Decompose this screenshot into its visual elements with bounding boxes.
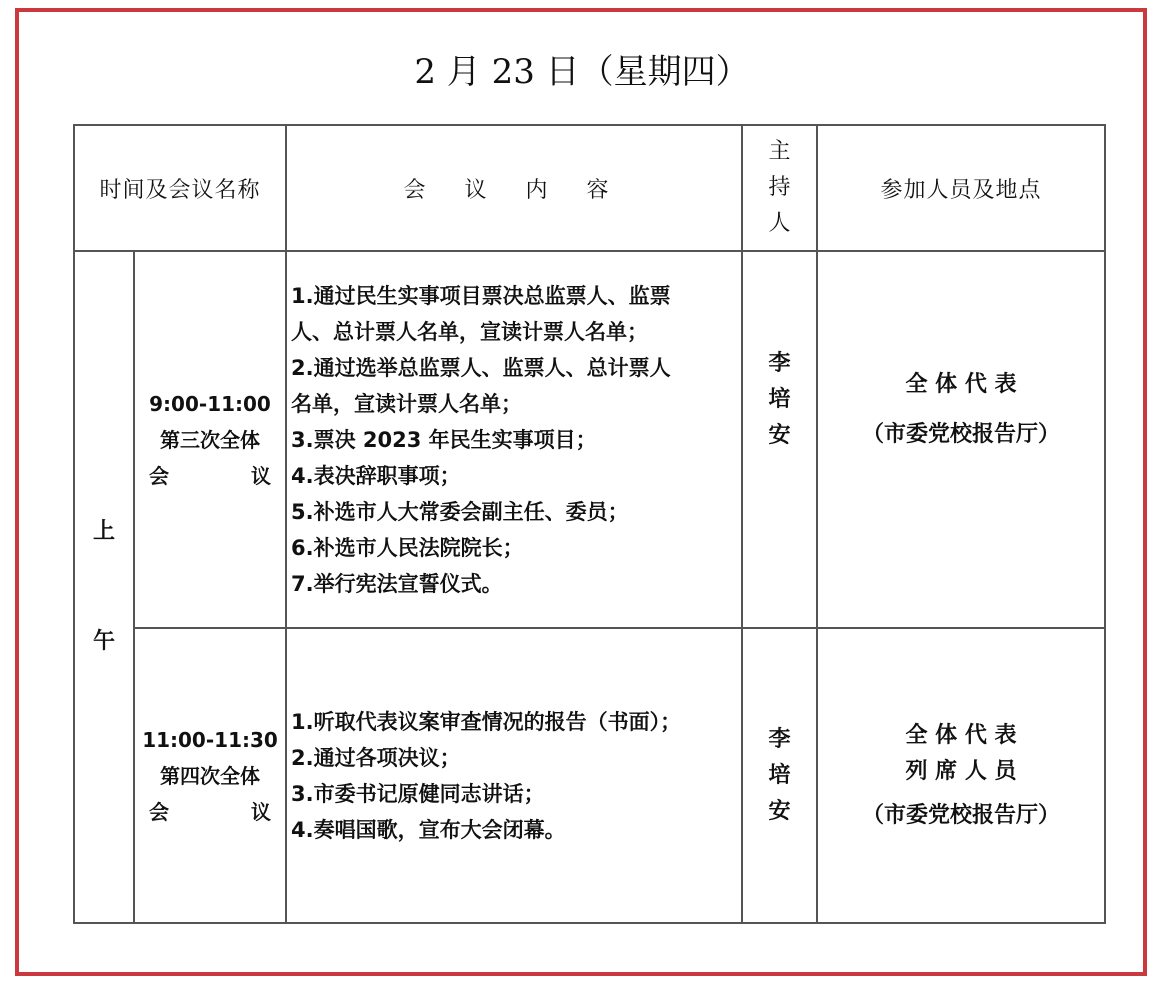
- session-content: 1.听取代表议案审查情况的报告（书面）； 2.通过各项决议； 3.市委书记原健同志讲话； 4.奏唱国歌，宣布大会闭幕。: [286, 628, 742, 923]
- header-row: [74, 125, 1105, 251]
- header-host: 主 持 人: [742, 125, 817, 251]
- session-time-name: 9:00-11:00 第三次全体 会 议: [134, 251, 286, 628]
- session-host: 李 培 安: [742, 628, 817, 923]
- header-content: 会 议 内 容: [286, 125, 742, 251]
- session-content: 1.通过民生实事项目票决总监票人、监票 人、总计票人名单，宣读计票人名单； 2.通过选举总监票人、监票人、总计票人 名单，宣读计票人名单； 3.票决 2023 年民生实事项目； 4.表决辞职事项； 5.补选市人大常委会副主任、委员； 6.补选市人民法院院长； 7.举行宪法宣誓仪式。: [286, 251, 742, 628]
- session-attendees: 全 体 代 表 列 席 人 员 （市委党校报告厅）: [817, 628, 1105, 923]
- table-row: [74, 628, 1105, 923]
- period-morning: 上 午: [74, 251, 134, 923]
- session-attendees: 全 体 代 表 （市委党校报告厅）: [817, 251, 1105, 628]
- header-attendees: 参加人员及地点: [817, 125, 1105, 251]
- session-host: 李 培 安: [742, 251, 817, 628]
- table-row: [74, 251, 1105, 628]
- page-title: 2 月 23 日（星期四）: [414, 52, 750, 92]
- session-time-name: 11:00-11:30 第四次全体 会 议: [134, 628, 286, 923]
- schedule-table: [73, 124, 1106, 924]
- header-time-name: 时间及会议名称: [74, 125, 286, 251]
